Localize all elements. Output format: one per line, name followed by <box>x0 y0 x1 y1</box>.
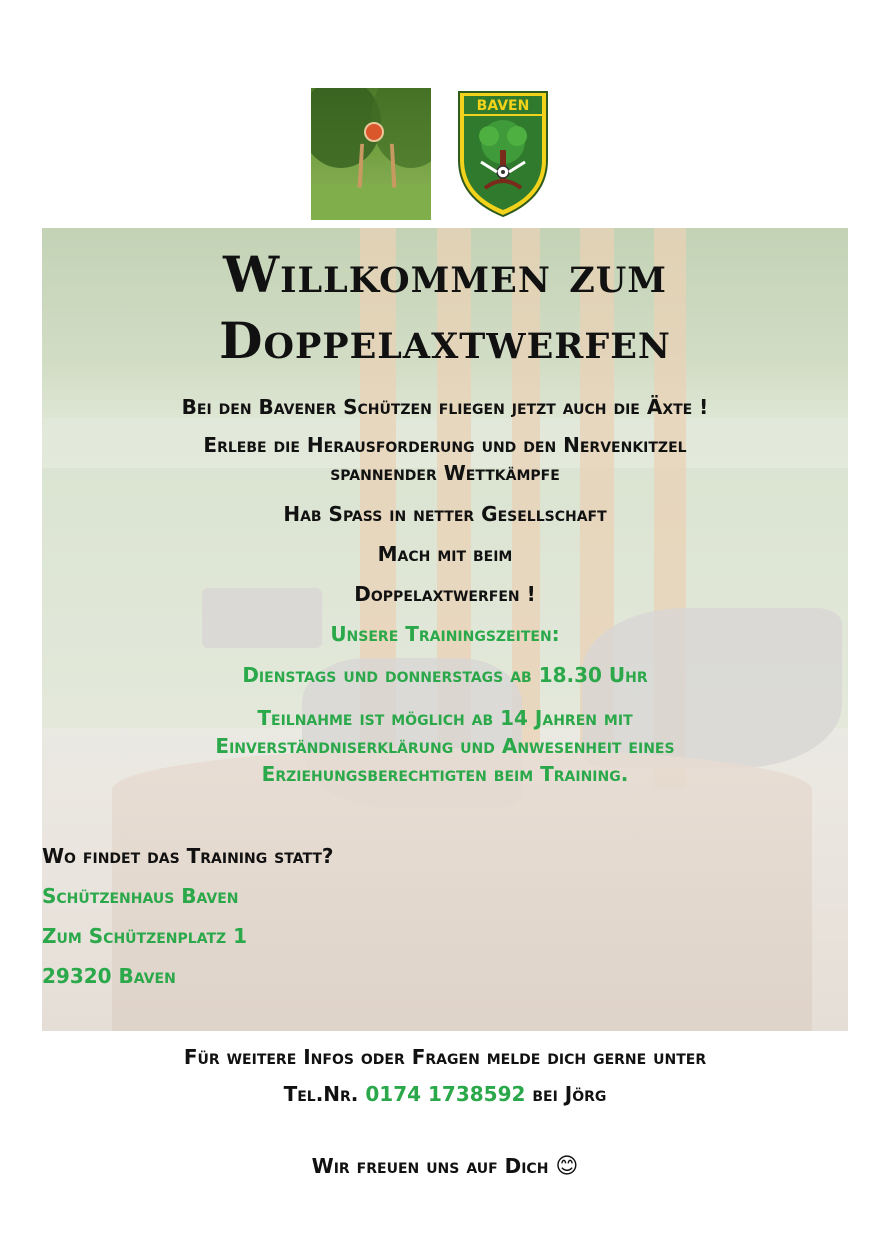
location-city: 29320 Baven <box>42 964 176 988</box>
phone-suffix: bei Jörg <box>532 1082 607 1106</box>
title-line-2: Doppelaxtwerfen <box>219 311 671 370</box>
training-times: Dienstags und donnerstags ab 18.30 Uhr <box>242 663 648 687</box>
training-note-1: Teilnahme ist möglich ab 14 Jahren mit <box>257 706 633 730</box>
intro-line-5: Mach mit beim <box>377 542 513 566</box>
title-line-1: Willkommen zum <box>222 245 668 304</box>
contact-line-1: Für weitere Infos oder Fragen melde dich gerne unter <box>183 1045 707 1069</box>
closing-text: Wir freuen uns auf Dich <box>311 1154 549 1178</box>
phone-number[interactable]: 0174 1738592 <box>365 1082 526 1106</box>
target-icon <box>364 122 384 142</box>
training-heading: Unsere Trainingszeiten: <box>330 622 560 646</box>
baven-crest-logo <box>455 90 551 218</box>
closing-line <box>0 1153 890 1180</box>
intro-line-2: Erlebe die Herausforderung und den Nervenkitzel <box>203 433 687 457</box>
intro-line-6: Doppelaxtwerfen ! <box>354 582 536 606</box>
training-note-2: Einverständniserklärung und Anwesenheit eines <box>215 734 675 758</box>
intro-line-4: Hab Spass in netter Gesellschaft <box>283 502 607 526</box>
location-question: Wo findet das Training statt? <box>42 844 334 868</box>
smiley-icon: 😊 <box>555 1154 579 1179</box>
intro-line-1: Bei den Bavener Schützen fliegen jetzt auch die Äxte ! <box>181 395 709 419</box>
phone-prefix: Tel.Nr. <box>283 1082 359 1106</box>
crest-text: BAVEN <box>476 98 530 114</box>
location-street: Zum Schützenplatz 1 <box>42 924 248 948</box>
contact-line-2 <box>0 1081 890 1107</box>
location-name: Schützenhaus Baven <box>42 884 239 908</box>
intro-line-3: spannender Wettkämpfe <box>330 461 560 485</box>
training-note-3: Erziehungsberechtigten beim Training. <box>261 762 629 786</box>
axe-target-photo <box>311 88 431 220</box>
